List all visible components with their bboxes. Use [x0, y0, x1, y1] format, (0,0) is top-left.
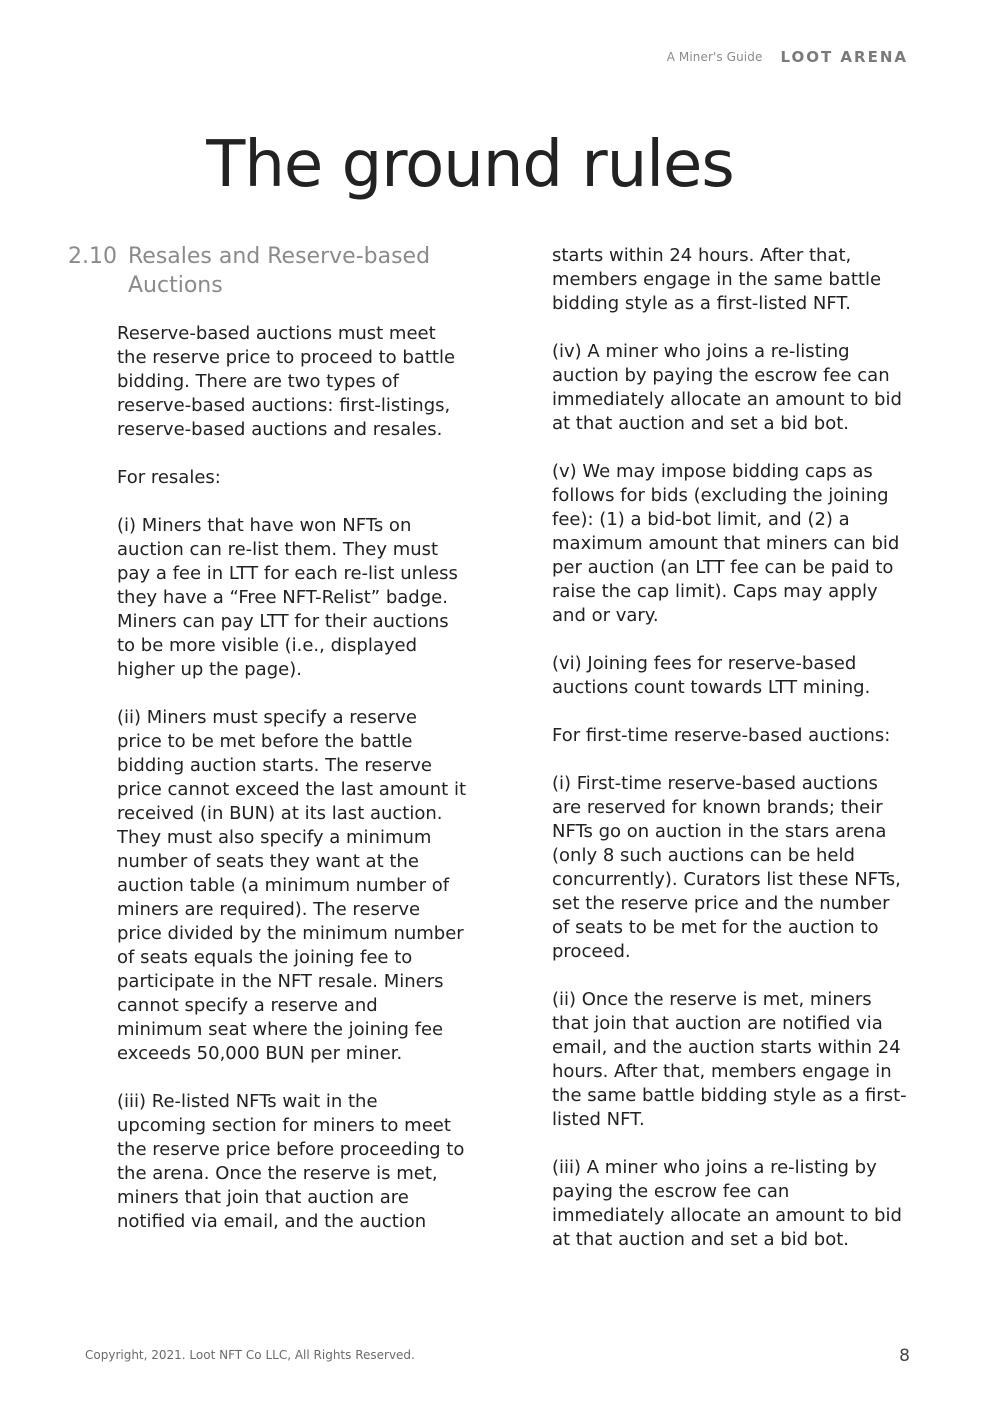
- guide-label: A Miner's Guide: [666, 50, 763, 64]
- paragraph: (iv) A miner who joins a re-listing auction by paying the escrow fee can immediately allocate an amount to bid at that auction and set a bid bot.: [552, 341, 902, 434]
- paragraph: (i) Miners that have won NFTs on auction can re-list them. They must pay a fee in LTT for each re-list unless they have a “Free NFT-Relist” badge. Miners can pay LTT for their auctions to be more visible (i.e., displayed higher up the page).: [117, 515, 458, 680]
- right-column: [552, 244, 907, 1276]
- loot-arena-logo: LOOT ARENA: [780, 48, 908, 66]
- paragraph: (ii) Miners must specify a reserve price to be met before the battle bidding auction starts. The reserve price cannot exceed the last amount it received (in BUN) at its last auction. They must also specify a minimum number of seats they want at the auction table (a minimum number of miners are required). The reserve price divided by the minimum number of seats equals the joining fee to participate in the NFT resale. Miners cannot specify a reserve and minimum seat where the joining fee exceeds 50,000 BUN per miner.: [117, 707, 467, 1064]
- paragraph: For resales:: [117, 467, 221, 488]
- paragraph: (v) We may impose bidding caps as follows for bids (excluding the joining fee): (1) a bid-bot limit, and (2) a maximum amount that miners can bid per auction (an LTT fee can be paid to raise the cap limit). Caps may apply and or vary.: [552, 461, 900, 626]
- paragraph: (iii) A miner who joins a re-listing by paying the escrow fee can immediately allocate an amount to bid at that auction and set a bid bot.: [552, 1157, 902, 1250]
- section-heading: [68, 242, 448, 300]
- page-title: The ground rules: [206, 128, 734, 202]
- paragraph: starts within 24 hours. After that, members engage in the same battle bidding style as a first-listed NFT.: [552, 245, 882, 314]
- section-title-line1: Resales and Reserve-based: [128, 244, 431, 269]
- page-header: [667, 48, 908, 66]
- section-title-line2: Auctions: [128, 273, 223, 298]
- paragraph: (i) First-time reserve-based auctions are reserved for known brands; their NFTs go on auction in the stars arena (only 8 such auctions can be held concurrently). Curators list these NFTs, set the reserve price and the number of seats to be met for the auction to proceed.: [552, 773, 901, 962]
- footer-copyright: Copyright, 2021. Loot NFT Co LLC, All Rights Reserved.: [85, 1348, 415, 1362]
- paragraph: (ii) Once the reserve is met, miners that join that auction are notified via email, and the auction starts within 24 hours. After that, members engage in the same battle bidding style as a first-listed NFT.: [552, 989, 907, 1130]
- paragraph: Reserve-based auctions must meet the reserve price to proceed to battle bidding. There are two types of reserve-based auctions: first-listings, reserve-based auctions and resales.: [117, 323, 456, 440]
- section-number: 2.10: [68, 244, 117, 269]
- paragraph: (vi) Joining fees for reserve-based auctions count towards LTT mining.: [552, 653, 871, 698]
- paragraph: For first-time reserve-based auctions:: [552, 725, 891, 746]
- page-number: 8: [899, 1346, 910, 1366]
- left-column: [117, 322, 467, 1258]
- paragraph: (iii) Re-listed NFTs wait in the upcoming section for miners to meet the reserve price before proceeding to the arena. Once the reserve is met, miners that join that auction are notified via email, and the auction: [117, 1091, 465, 1232]
